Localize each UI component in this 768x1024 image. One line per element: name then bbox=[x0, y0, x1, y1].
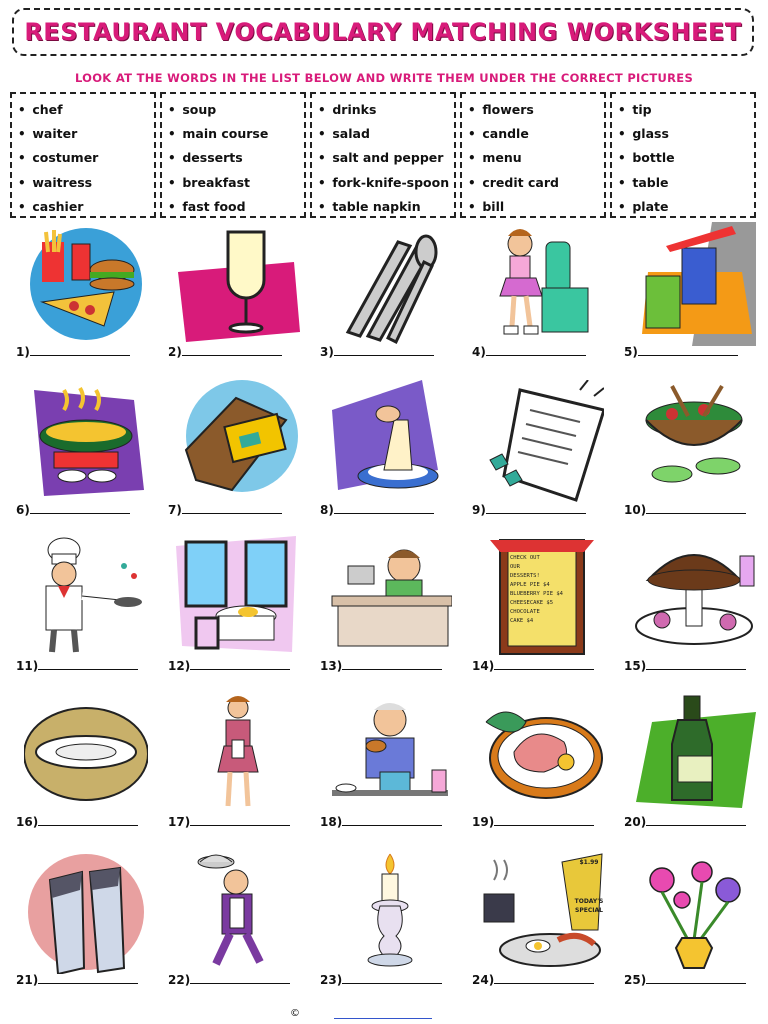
bottle-icon bbox=[632, 692, 756, 816]
todays-special-sign bbox=[574, 858, 604, 915]
flowers-icon bbox=[632, 850, 756, 974]
word-text: flowers bbox=[482, 102, 534, 117]
bullet: • bbox=[618, 199, 626, 214]
menu-line: CHECK OUT bbox=[510, 555, 540, 561]
customer-icon bbox=[328, 692, 452, 816]
answer-blank[interactable] bbox=[342, 973, 442, 984]
answer-blank[interactable] bbox=[334, 345, 434, 356]
word-text: bottle bbox=[632, 150, 675, 166]
word-list-4 bbox=[460, 92, 606, 218]
word-list-item bbox=[168, 146, 304, 170]
answer-blank[interactable] bbox=[494, 815, 594, 826]
bullet: • bbox=[618, 175, 626, 190]
item-number: 7) bbox=[168, 503, 182, 517]
fast-food-icon bbox=[24, 222, 148, 346]
special-text: TODAY'S SPECIAL bbox=[574, 898, 604, 914]
item-number: 3) bbox=[320, 345, 334, 359]
picture-item bbox=[14, 536, 154, 692]
word-list-item bbox=[18, 171, 154, 195]
answer-label bbox=[472, 973, 594, 987]
picture-item bbox=[470, 536, 610, 692]
word-text: fork-knife-spoon bbox=[332, 174, 450, 190]
picture-item bbox=[166, 692, 306, 848]
answer-label bbox=[624, 973, 746, 987]
item-number: 12) bbox=[168, 659, 191, 673]
answer-label bbox=[624, 815, 746, 829]
answer-blank[interactable] bbox=[646, 815, 746, 826]
salad-icon bbox=[632, 380, 756, 504]
word-text: credit card bbox=[482, 174, 559, 190]
breakfast-icon bbox=[480, 850, 604, 974]
answer-label bbox=[16, 815, 138, 829]
word-text: bill bbox=[482, 198, 505, 214]
menu-board-icon bbox=[480, 536, 604, 660]
word-list-item bbox=[618, 171, 754, 195]
menu-line: OUR bbox=[510, 564, 520, 570]
answer-label bbox=[472, 659, 594, 673]
waitress-icon bbox=[176, 692, 300, 816]
picture-item bbox=[166, 850, 306, 1006]
item-number: 22) bbox=[168, 973, 191, 987]
picture-item bbox=[14, 692, 154, 848]
picture-item bbox=[318, 380, 458, 536]
word-text: fast food bbox=[182, 198, 246, 214]
answer-blank[interactable] bbox=[638, 345, 738, 356]
answer-label bbox=[472, 815, 594, 829]
picture-item bbox=[14, 380, 154, 536]
answer-blank[interactable] bbox=[646, 503, 746, 514]
bullet: • bbox=[318, 175, 326, 190]
word-text: plate bbox=[632, 198, 669, 214]
item-number: 25) bbox=[624, 973, 647, 987]
item-number: 19) bbox=[472, 815, 495, 829]
salt-pepper-icon bbox=[24, 850, 148, 974]
word-text: table napkin bbox=[332, 198, 421, 214]
word-text: waitress bbox=[32, 174, 93, 190]
answer-blank[interactable] bbox=[38, 815, 138, 826]
picture-item bbox=[622, 850, 762, 1006]
picture-item bbox=[14, 222, 154, 378]
item-number: 10) bbox=[624, 503, 647, 517]
bullet: • bbox=[618, 151, 626, 166]
bullet: • bbox=[168, 175, 176, 190]
bullet: • bbox=[18, 175, 26, 190]
answer-blank[interactable] bbox=[646, 659, 746, 670]
word-list-item bbox=[318, 195, 454, 219]
word-list-item bbox=[168, 195, 304, 219]
word-list-item bbox=[18, 98, 154, 122]
answer-label bbox=[472, 345, 586, 359]
bullet: • bbox=[168, 151, 176, 166]
waiter-icon bbox=[176, 850, 300, 974]
picture-item bbox=[622, 692, 762, 848]
bullet: • bbox=[468, 103, 476, 117]
menu-line: APPLE PIE $4 bbox=[510, 582, 550, 588]
main-course-icon bbox=[480, 692, 604, 816]
answer-blank[interactable] bbox=[494, 973, 594, 984]
menu-line: DESSERTS! bbox=[510, 573, 540, 579]
word-list-item bbox=[18, 195, 154, 219]
item-number: 21) bbox=[16, 973, 39, 987]
word-text: breakfast bbox=[182, 174, 250, 190]
word-list-item bbox=[318, 98, 454, 122]
item-number: 20) bbox=[624, 815, 647, 829]
word-text: cashier bbox=[32, 198, 84, 214]
special-price: $1.99 bbox=[579, 859, 599, 866]
word-list-item bbox=[618, 98, 754, 122]
item-number: 8) bbox=[320, 503, 334, 517]
item-number: 9) bbox=[472, 503, 486, 517]
waitress-skates-icon bbox=[480, 222, 604, 346]
word-list-item bbox=[18, 122, 154, 146]
bullet: • bbox=[18, 127, 26, 142]
answer-label bbox=[168, 345, 282, 359]
cutlery-icon bbox=[328, 222, 452, 346]
answer-blank[interactable] bbox=[334, 503, 434, 514]
word-list-item bbox=[18, 146, 154, 170]
bullet: • bbox=[18, 103, 26, 117]
wine-glass-icon bbox=[176, 222, 300, 346]
word-text: tip bbox=[632, 102, 652, 117]
word-list-item bbox=[468, 146, 604, 170]
picture-item bbox=[622, 536, 762, 692]
candle-icon bbox=[328, 850, 452, 974]
picture-item bbox=[14, 850, 154, 1006]
answer-label bbox=[16, 345, 130, 359]
answer-blank[interactable] bbox=[182, 345, 282, 356]
item-number: 16) bbox=[16, 815, 39, 829]
answer-label bbox=[16, 973, 138, 987]
answer-blank[interactable] bbox=[190, 659, 290, 670]
answer-blank[interactable] bbox=[646, 973, 746, 984]
item-number: 14) bbox=[472, 659, 495, 673]
word-list-item bbox=[168, 98, 304, 122]
picture-item bbox=[318, 222, 458, 378]
chef-icon bbox=[24, 536, 148, 660]
picture-item bbox=[470, 692, 610, 848]
word-text: desserts bbox=[182, 150, 243, 166]
plate-icon bbox=[24, 692, 148, 816]
answer-label bbox=[624, 659, 746, 673]
word-list-2 bbox=[160, 92, 306, 218]
word-text: costumer bbox=[32, 150, 99, 166]
picture-item bbox=[166, 380, 306, 536]
answer-blank[interactable] bbox=[38, 659, 138, 670]
answer-blank[interactable] bbox=[30, 345, 130, 356]
bullet: • bbox=[168, 127, 176, 142]
worksheet-title: RESTAURANT VOCABULARY MATCHING WORKSHEET bbox=[24, 18, 742, 46]
picture-item bbox=[318, 692, 458, 848]
word-list-5 bbox=[610, 92, 756, 218]
word-text: menu bbox=[482, 150, 522, 166]
item-number: 5) bbox=[624, 345, 638, 359]
item-number: 17) bbox=[168, 815, 191, 829]
bullet: • bbox=[318, 151, 326, 166]
answer-blank[interactable] bbox=[494, 659, 594, 670]
word-text: candle bbox=[482, 126, 529, 142]
bullet: • bbox=[468, 175, 476, 190]
bullet: • bbox=[18, 199, 26, 214]
word-text: salad bbox=[332, 126, 370, 142]
bullet: • bbox=[318, 127, 326, 142]
word-text: drinks bbox=[332, 102, 377, 117]
answer-blank[interactable] bbox=[486, 503, 586, 514]
answer-blank[interactable] bbox=[342, 659, 442, 670]
title-box bbox=[12, 8, 754, 56]
word-text: soup bbox=[182, 102, 217, 117]
picture-item bbox=[166, 536, 306, 692]
word-list-3 bbox=[310, 92, 456, 218]
word-list-item bbox=[618, 195, 754, 219]
instructions: LOOK AT THE WORDS IN THE LIST BELOW AND WRITE THEM UNDER THE CORRECT PICTURES bbox=[74, 71, 694, 85]
answer-label bbox=[168, 973, 290, 987]
copyright-mark: © bbox=[290, 1008, 300, 1019]
word-list-item bbox=[468, 171, 604, 195]
bullet: • bbox=[168, 199, 176, 214]
item-number: 1) bbox=[16, 345, 30, 359]
word-list-item bbox=[318, 146, 454, 170]
answer-label bbox=[168, 503, 282, 517]
answer-label bbox=[168, 659, 290, 673]
bullet: • bbox=[168, 103, 176, 117]
drinks-icon bbox=[632, 222, 756, 346]
answer-label bbox=[320, 815, 442, 829]
word-list-item bbox=[168, 122, 304, 146]
picture-item bbox=[470, 380, 610, 536]
word-list-item bbox=[468, 98, 604, 122]
item-number: 13) bbox=[320, 659, 343, 673]
word-list-1 bbox=[10, 92, 156, 218]
bullet: • bbox=[318, 199, 326, 214]
cashier-icon bbox=[328, 536, 452, 660]
item-number: 2) bbox=[168, 345, 182, 359]
word-list-item bbox=[618, 146, 754, 170]
menu-line: CHEESECAKE $5 bbox=[510, 600, 554, 606]
menu-board-text bbox=[510, 554, 576, 626]
picture-item bbox=[622, 380, 762, 536]
bullet: • bbox=[618, 103, 626, 117]
bullet: • bbox=[618, 127, 626, 142]
word-text: glass bbox=[632, 126, 669, 142]
answer-label bbox=[168, 815, 290, 829]
word-list-item bbox=[468, 195, 604, 219]
bullet: • bbox=[318, 103, 326, 117]
answer-blank[interactable] bbox=[486, 345, 586, 356]
bullet: • bbox=[18, 151, 26, 166]
answer-label bbox=[16, 503, 130, 517]
bullet: • bbox=[468, 127, 476, 142]
picture-item bbox=[166, 222, 306, 378]
picture-item bbox=[318, 850, 458, 1006]
answer-label bbox=[320, 503, 434, 517]
picture-item bbox=[318, 536, 458, 692]
word-list-item bbox=[468, 122, 604, 146]
word-text: table bbox=[632, 174, 669, 190]
footer-link-line[interactable] bbox=[334, 1018, 432, 1019]
menu-line: BLUEBERRY PIE $4 bbox=[510, 591, 563, 597]
word-list-item bbox=[618, 122, 754, 146]
word-text: main course bbox=[182, 126, 269, 142]
answer-label bbox=[16, 659, 138, 673]
answer-label bbox=[320, 659, 442, 673]
credit-card-icon bbox=[176, 380, 300, 504]
desserts-icon bbox=[632, 536, 756, 660]
word-text: salt and pepper bbox=[332, 150, 444, 166]
menu-line: CAKE $4 bbox=[510, 618, 534, 624]
answer-blank[interactable] bbox=[38, 973, 138, 984]
word-list-item bbox=[318, 171, 454, 195]
answer-blank[interactable] bbox=[190, 973, 290, 984]
item-number: 4) bbox=[472, 345, 486, 359]
answer-label bbox=[472, 503, 586, 517]
bill-icon bbox=[480, 380, 604, 504]
soup-icon bbox=[24, 380, 148, 504]
word-list-item bbox=[168, 171, 304, 195]
picture-item bbox=[622, 222, 762, 378]
answer-label bbox=[624, 503, 746, 517]
item-number: 11) bbox=[16, 659, 39, 673]
menu-line: CHOCOLATE bbox=[510, 609, 540, 615]
table-icon bbox=[176, 536, 300, 660]
bullet: • bbox=[468, 151, 476, 166]
picture-item bbox=[470, 222, 610, 378]
word-text: waiter bbox=[32, 126, 78, 142]
answer-label bbox=[624, 345, 738, 359]
answer-blank[interactable] bbox=[190, 815, 290, 826]
answer-blank[interactable] bbox=[342, 815, 442, 826]
word-list-item bbox=[318, 122, 454, 146]
answer-blank[interactable] bbox=[30, 503, 130, 514]
item-number: 18) bbox=[320, 815, 343, 829]
answer-label bbox=[320, 345, 434, 359]
item-number: 6) bbox=[16, 503, 30, 517]
answer-label bbox=[320, 973, 442, 987]
item-number: 15) bbox=[624, 659, 647, 673]
answer-blank[interactable] bbox=[182, 503, 282, 514]
item-number: 24) bbox=[472, 973, 495, 987]
bullet: • bbox=[468, 199, 476, 214]
word-text: chef bbox=[32, 102, 63, 117]
napkin-icon bbox=[328, 380, 452, 504]
item-number: 23) bbox=[320, 973, 343, 987]
picture-item bbox=[470, 850, 610, 1006]
